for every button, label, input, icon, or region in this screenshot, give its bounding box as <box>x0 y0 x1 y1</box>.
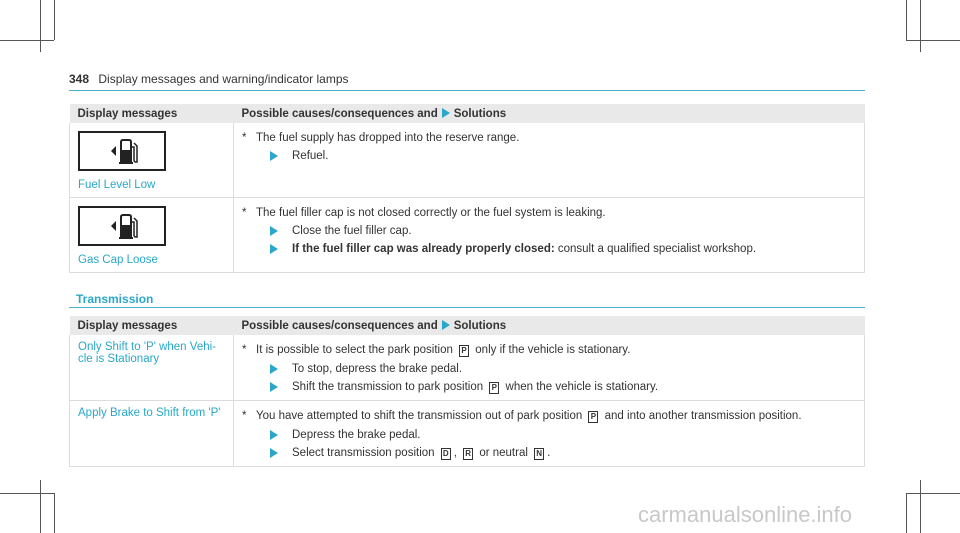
action-text: Shift the transmission to park position <box>292 381 487 393</box>
cause-text: The fuel filler cap is not closed correctly or the fuel system is leaking. <box>256 207 606 219</box>
gear-key-icon: N <box>534 448 544 460</box>
fuel-pump-icon <box>78 206 166 246</box>
action-text: Refuel. <box>292 150 329 162</box>
section-title: Transmission <box>76 292 154 306</box>
crop-mark <box>906 40 960 41</box>
action-item <box>270 150 856 162</box>
section-rule <box>69 307 865 308</box>
action-item <box>270 243 856 255</box>
action-item <box>270 363 856 375</box>
cause-cell <box>234 401 865 467</box>
cause-line <box>242 410 856 423</box>
transmission-messages-table <box>69 316 865 467</box>
header-rule <box>69 90 865 91</box>
action-text: , <box>453 447 461 459</box>
action-text: . <box>547 447 551 459</box>
arrow-icon <box>270 448 278 458</box>
message-cell <box>70 335 234 401</box>
crop-mark <box>906 0 907 40</box>
crop-mark <box>906 493 960 494</box>
table-row <box>70 401 865 467</box>
col-display-messages: Display messages <box>70 104 234 123</box>
cause-line <box>242 132 856 144</box>
col-causes-solutions <box>234 104 865 123</box>
page-header-title: Display messages and warning/indicator lamps <box>98 72 349 86</box>
gear-key-icon: R <box>463 448 473 460</box>
table-row <box>70 335 865 401</box>
arrow-icon <box>270 151 278 161</box>
crop-mark <box>54 0 55 40</box>
action-item <box>270 225 856 237</box>
message-cell <box>70 401 234 467</box>
gear-key-icon: P <box>489 382 499 394</box>
table-header-row <box>70 316 865 335</box>
cause-text: The fuel supply has dropped into the reserve range. <box>256 132 520 144</box>
cause-cell <box>234 198 865 273</box>
arrow-icon <box>270 430 278 440</box>
crop-mark <box>54 493 55 533</box>
crop-mark <box>0 493 54 494</box>
cause-cell <box>234 335 865 401</box>
display-messages-table <box>69 104 865 273</box>
page-header <box>69 72 349 86</box>
col-causes-solutions <box>234 316 865 335</box>
gear-key-icon: D <box>441 448 451 460</box>
message-text: Fuel Level Low <box>78 179 156 191</box>
action-text: or neutral <box>476 447 532 459</box>
cause-line <box>242 207 856 219</box>
cause-text: You have attempted to shift the transmission out of park position <box>256 410 586 422</box>
action-item <box>270 429 856 441</box>
bullet: * <box>242 132 247 144</box>
arrow-icon <box>442 108 450 118</box>
gear-key-icon: P <box>588 411 598 423</box>
crop-mark <box>920 0 921 52</box>
watermark: carmanualsonline.info <box>638 502 853 527</box>
action-text: when the vehicle is stationary. <box>502 381 659 393</box>
crop-mark <box>40 480 41 533</box>
arrow-icon <box>270 382 278 392</box>
action-text: Select transmission position <box>292 447 438 459</box>
bullet: * <box>242 207 247 219</box>
cause-text: only if the vehicle is stationary. <box>472 344 631 356</box>
page-number: 348 <box>69 72 90 86</box>
col-solutions-label: Solutions <box>453 107 507 120</box>
gear-key-icon: P <box>459 345 469 357</box>
action-text: consult a qualified specialist workshop. <box>554 243 757 255</box>
cause-cell <box>234 123 865 198</box>
bullet: * <box>242 344 247 356</box>
crop-mark <box>40 0 41 52</box>
bullet: * <box>242 410 247 422</box>
cause-line <box>242 344 856 357</box>
fuel-pump-icon <box>78 131 166 171</box>
crop-mark <box>0 40 54 41</box>
table-header-row <box>70 104 865 123</box>
arrow-icon <box>270 226 278 236</box>
message-cell <box>70 123 234 198</box>
message-text: Apply Brake to Shift from 'P' <box>78 407 221 419</box>
col-solutions-label: Solutions <box>453 319 507 332</box>
crop-mark <box>906 493 907 533</box>
col-causes-label: Possible causes/consequences and <box>241 319 438 332</box>
action-item <box>270 447 856 460</box>
action-text: Depress the brake pedal. <box>292 429 421 441</box>
message-text: Only Shift to 'P' when Vehi- cle is Stationary <box>78 341 216 365</box>
action-item <box>270 381 856 394</box>
arrow-icon <box>270 244 278 254</box>
col-display-messages: Display messages <box>70 316 234 335</box>
col-causes-label: Possible causes/consequences and <box>241 107 438 120</box>
message-text: Gas Cap Loose <box>78 254 158 266</box>
message-cell <box>70 198 234 273</box>
cause-text: and into another transmission position. <box>601 410 802 422</box>
arrow-icon <box>270 364 278 374</box>
arrow-icon <box>442 320 450 330</box>
table-row <box>70 198 865 273</box>
action-text: Close the fuel filler cap. <box>292 225 412 237</box>
action-condition: If the fuel filler cap was already properly closed: <box>292 243 555 255</box>
cause-text: It is possible to select the park position <box>256 344 457 356</box>
action-text: To stop, depress the brake pedal. <box>292 363 463 375</box>
crop-mark <box>920 480 921 533</box>
table-row <box>70 123 865 198</box>
